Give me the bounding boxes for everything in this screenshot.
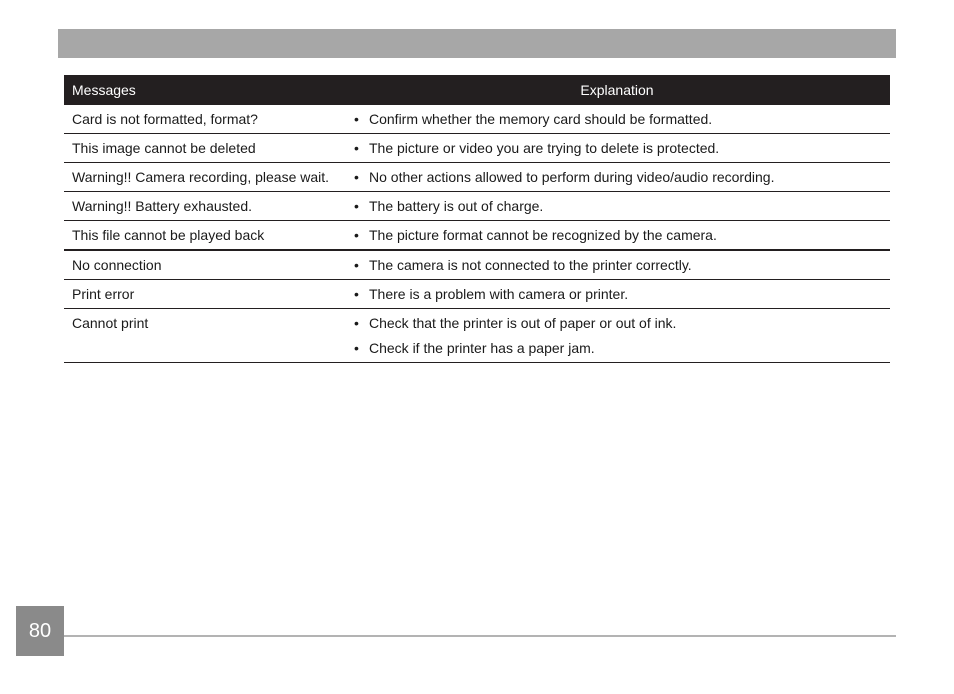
message-cell: This file cannot be played back xyxy=(72,227,265,243)
explanation-text: The camera is not connected to the printer correctly. xyxy=(369,257,692,273)
bullet-icon: • xyxy=(354,140,359,156)
bullet-icon: • xyxy=(354,198,359,214)
explanation-text: Confirm whether the memory card should be formatted. xyxy=(369,111,713,127)
table-row xyxy=(64,280,890,309)
explanation-item xyxy=(354,340,890,356)
table-row xyxy=(64,134,890,163)
explanation-item xyxy=(354,315,890,331)
explanation-column-header: Explanation xyxy=(580,82,654,98)
message-cell: Warning!! Battery exhausted. xyxy=(72,198,253,214)
explanation-cell xyxy=(354,251,890,279)
explanation-cell xyxy=(354,221,890,249)
bullet-icon: • xyxy=(354,227,359,243)
explanation-cell xyxy=(354,105,890,133)
message-cell: No connection xyxy=(72,257,162,273)
explanation-item xyxy=(354,169,890,185)
explanation-text: The battery is out of charge. xyxy=(369,198,544,214)
page-number: 80 xyxy=(28,619,52,642)
explanation-text: The picture format cannot be recognized by the camera. xyxy=(369,227,717,243)
top-header-bar xyxy=(58,29,896,58)
table-row xyxy=(64,192,890,221)
bullet-icon: • xyxy=(354,315,359,331)
message-cell: Card is not formatted, format? xyxy=(72,111,258,127)
bullet-icon: • xyxy=(354,111,359,127)
table-row xyxy=(64,251,890,280)
page-number-badge xyxy=(16,606,64,656)
table-row xyxy=(64,309,890,363)
bullet-icon: • xyxy=(354,257,359,273)
message-cell: Print error xyxy=(72,286,135,302)
table-row xyxy=(64,105,890,134)
table-row xyxy=(64,163,890,192)
explanation-item xyxy=(354,140,890,156)
message-cell: Warning!! Camera recording, please wait. xyxy=(72,169,330,185)
bullet-icon: • xyxy=(354,169,359,185)
messages-column-header: Messages xyxy=(72,82,136,98)
explanation-item xyxy=(354,111,890,127)
bullet-icon: • xyxy=(354,286,359,302)
explanation-text: No other actions allowed to perform during video/audio recording. xyxy=(369,169,775,185)
footer-divider xyxy=(64,635,896,637)
explanation-cell xyxy=(354,134,890,162)
explanation-text: The picture or video you are trying to delete is protected. xyxy=(369,140,720,156)
explanation-cell xyxy=(354,309,890,362)
message-cell: This image cannot be deleted xyxy=(72,140,256,156)
explanation-text: There is a problem with camera or printer. xyxy=(369,286,629,302)
message-cell: Cannot print xyxy=(72,315,149,331)
explanation-cell xyxy=(354,192,890,220)
explanation-text: Check if the printer has a paper jam. xyxy=(369,340,595,356)
explanation-item xyxy=(354,257,890,273)
explanation-item xyxy=(354,227,890,243)
explanation-cell xyxy=(354,163,890,191)
explanation-item xyxy=(354,198,890,214)
table-header-row xyxy=(64,75,890,105)
bullet-icon: • xyxy=(354,340,359,356)
explanation-item xyxy=(354,286,890,302)
table-row xyxy=(64,221,890,251)
explanation-text: Check that the printer is out of paper or out of ink. xyxy=(369,315,677,331)
explanation-cell xyxy=(354,280,890,308)
messages-table xyxy=(64,75,890,363)
